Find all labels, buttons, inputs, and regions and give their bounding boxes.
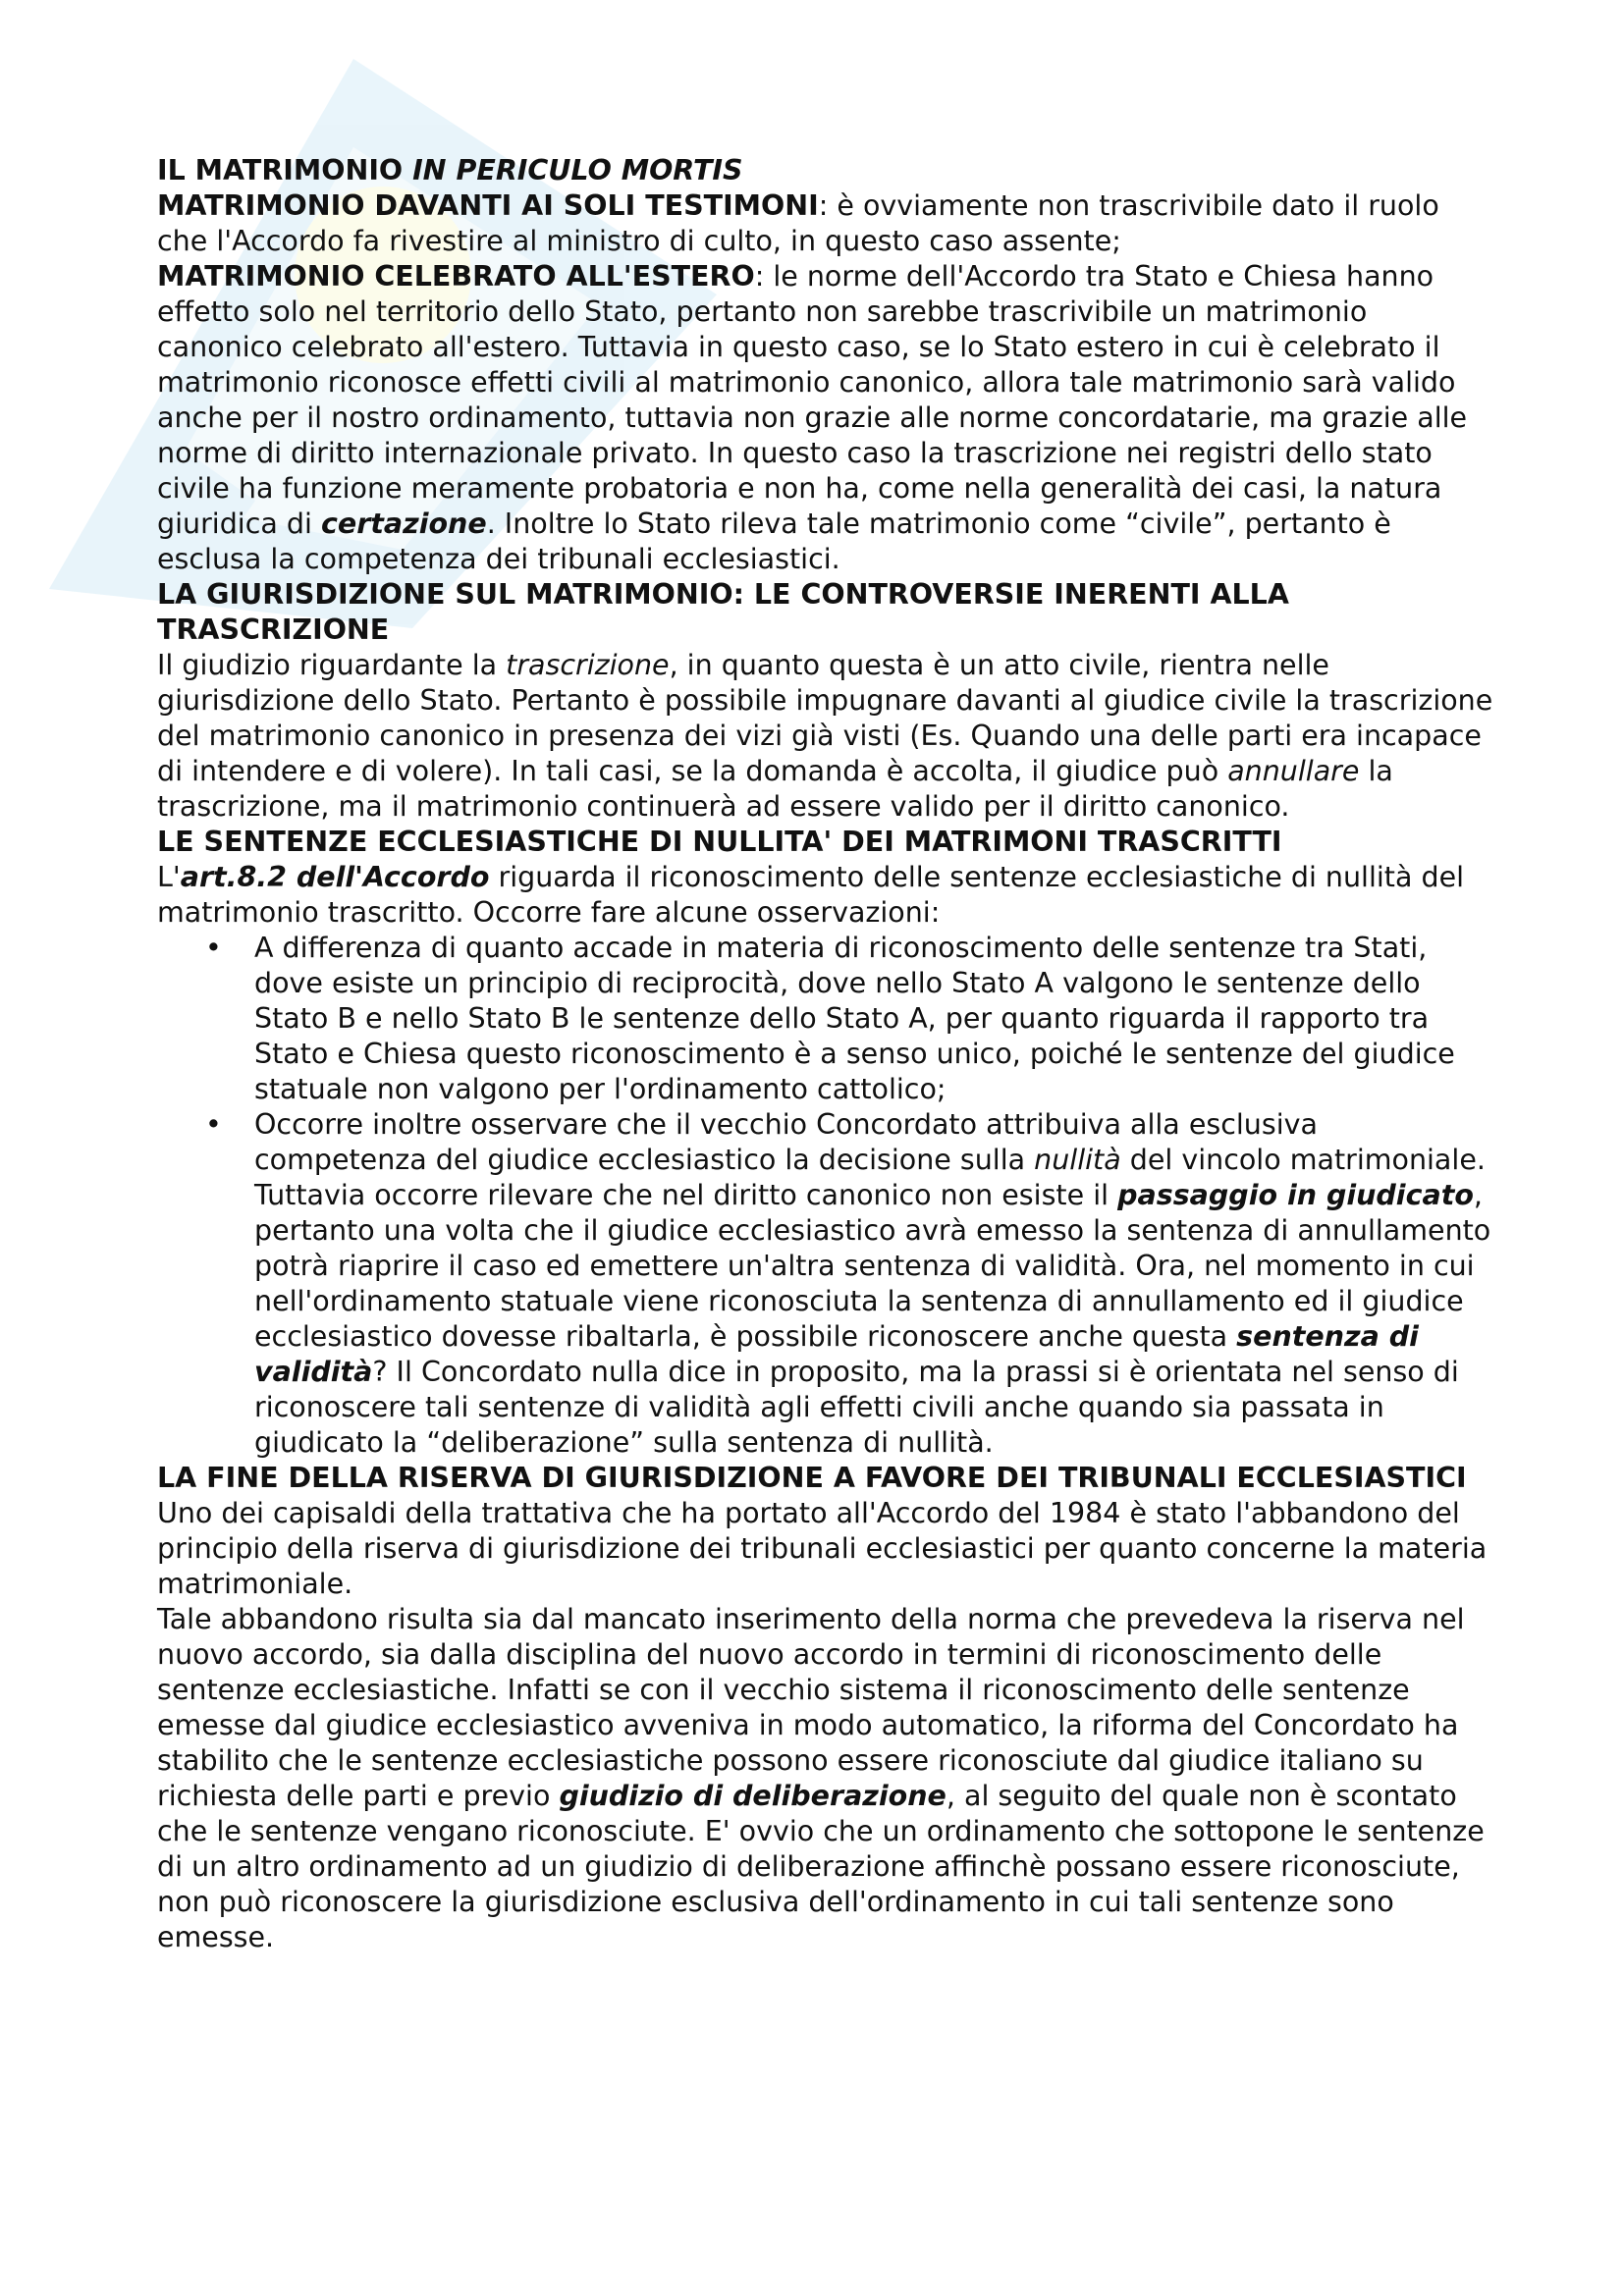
bullet-icon: • [205,932,222,964]
emphasis-art-8-2: art.8.2 dell'Accordo [180,861,490,893]
bullet-icon: • [205,1108,222,1141]
emphasis-giudizio-deliberazione: giudizio di deliberazione [559,1780,947,1812]
paragraph-celebrato-estero: MATRIMONIO CELEBRATO ALL'ESTERO: le norme dell'Accordo tra Stato e Chiesa hanno effetto solo nel territorio dello Stato, pertanto non sarebbe trascrivibile un matrimonio canonico celebrato all'estero. Tuttavia in questo caso, se lo Stato estero in cui è celebrato il matrimonio riconosce effetti civili al matrimonio canonico, allora tale matrimonio sarà valido anche per il nostro ordinamento, tuttavia non grazie alle norme concordatarie, ma grazie alle norme di diritto internazionale privato. In questo caso la trascrizione nei registri dello stato civile ha funzione meramente probatoria e non ha, come nella generalità dei casi, la natura giuridica di certazione. Inoltre lo Stato rileva tale matrimonio come “civile”, pertanto è esclusa la competenza dei tribunali ecclesiastici. [157,260,1468,575]
list-item: • Occorre inoltre osservare che il vecchio Concordato attribuiva alla esclusiva competenza del giudice ecclesiastico la decisione sulla nullità del vincolo matrimoniale. Tuttavia occorre rilevare che nel diritto canonico non esiste il passaggio in giudicato, pertanto una volta che il giudice ecclesiastico avrà emesso la sentenza di annullamento potrà riaprire il caso ed emettere un'altra sentenza di validità. Ora, nel momento in cui nell'ordinamento statuale viene riconosciuta la sentenza di annullamento ed il giudice ecclesiastico dovesse ribaltarla, è possibile riconoscere anche questa sentenza di validità? Il Concordato nulla dice in proposito, ma la prassi si è orientata nel senso di riconoscere tali sentenze di validità agli effetti civili anche quando sia passata in giudicato la “deliberazione” sulla sentenza di nullità. [205,1108,1491,1459]
paragraph-soli-testimoni: MATRIMONIO DAVANTI AI SOLI TESTIMONI: è ovviamente non trascrivibile dato il ruolo che l'Accordo fa rivestire al ministro di culto, in questo caso assente; [157,189,1439,257]
inline-heading-soli-testimoni: MATRIMONIO DAVANTI AI SOLI TESTIMONI [157,189,819,222]
heading-sentenze-nullita: LE SENTENZE ECCLESIASTICHE DI NULLITA' DEI MATRIMONI TRASCRITTI [157,826,1282,858]
paragraph-art-8-2: L'art.8.2 dell'Accordo riguarda il riconoscimento delle sentenze ecclesiastiche di nullità del matrimonio trascritto. Occorre fare alcune osservazioni: [157,861,1465,929]
emphasis-sentenza-validita: sentenza di validità [254,1320,1419,1388]
list-item: • A differenza di quanto accade in materia di riconoscimento delle sentenze tra Stati, dove esiste un principio di reciprocità, dove nello Stato A valgono le sentenze dello Stato B e nello Stato B le sentenze dello Stato A, per quanto riguarda il rapporto tra Stato e Chiesa questo riconoscimento è a senso unico, poiché le sentenze del giudice statuale non valgono per l'ordinamento cattolico; [205,932,1455,1105]
paragraph-giudizio-trascrizione: Il giudizio riguardante la trascrizione, in quanto questa è un atto civile, rientra nelle giurisdizione dello Stato. Pertanto è possibile impugnare davanti al giudice civile la trascrizione del matrimonio canonico in presenza dei vizi già visti (Es. Quando una delle parti era incapace di intendere e di volere). In tali casi, se la domanda è accolta, il giudice può annullare la trascrizione, ma il matrimonio continuerà ad essere valido per il diritto canonico. [157,649,1493,823]
emphasis-trascrizione: trascrizione [506,649,670,681]
inline-heading-celebrato-estero: MATRIMONIO CELEBRATO ALL'ESTERO [157,260,755,293]
emphasis-passaggio-giudicato: passaggio in giudicato [1117,1179,1474,1211]
paragraph-abbandono: Tale abbandono risulta sia dal mancato inserimento della norma che prevedeva la riserva nel nuovo accordo, sia dalla disciplina del nuovo accordo in termini di riconoscimento delle sentenze ecclesiastiche. Infatti se con il vecchio sistema il riconoscimento delle sentenze emesse dal giudice ecclesiastico avveniva in modo automatico, la riforma del Concordato ha stabilito che le sentenze ecclesiastiche possono essere riconosciute dal giudice italiano su richiesta delle parti e previo giudizio di deliberazione, al seguito del quale non è scontato che le sentenze vengano riconosciute. E' ovvio che un ordinamento che sottopone le sentenze di un altro ordinamento ad un giudizio di deliberazione affinchè possano essere riconosciute, non può riconoscere la giurisdizione esclusiva dell'ordinamento in cui tali sentenze sono emesse. [157,1603,1485,1953]
emphasis-annullare: annullare [1227,755,1360,787]
heading-italic-latin: IN PERICULO MORTIS [412,154,743,187]
emphasis-nullita: nullità [1034,1144,1121,1176]
heading-fine-riserva: LA FINE DELLA RISERVA DI GIURISDIZIONE A FAVORE DEI TRIBUNALI ECCLESIASTICI [157,1462,1467,1494]
bullet-list-osservazioni [157,931,1494,1461]
document-page [157,153,1494,1955]
heading-giurisdizione-trascrizione: LA GIURISDIZIONE SUL MATRIMONIO: LE CONTROVERSIE INERENTI ALLA TRASCRIZIONE [157,578,1289,646]
heading-periculo-mortis: IL MATRIMONIO IN PERICULO MORTIS [157,154,743,187]
emphasis-certazione: certazione [320,507,487,540]
paragraph-capisaldi: Uno dei capisaldi della trattativa che ha portato all'Accordo del 1984 è stato l'abbandono del principio della riserva di giurisdizione dei tribunali ecclesiastici per quanto concerne la materia matrimoniale. [157,1497,1488,1600]
